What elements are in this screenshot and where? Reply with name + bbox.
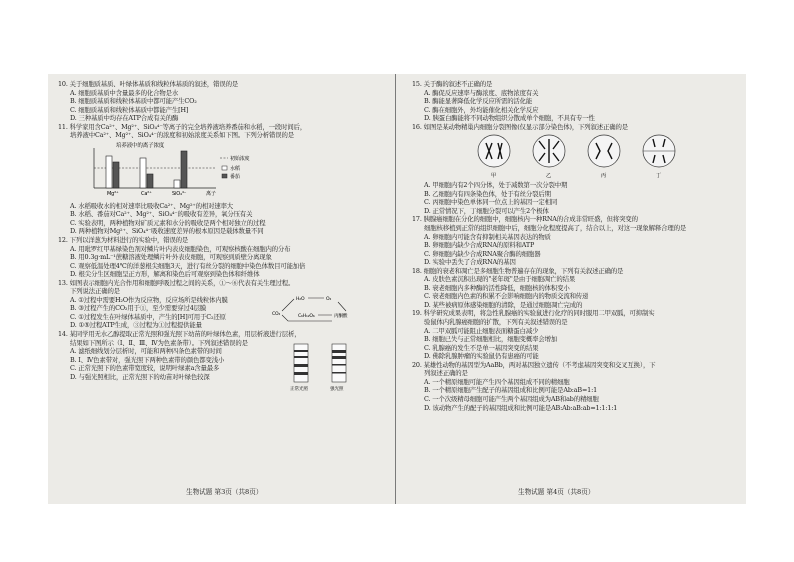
option: D. 某些被病原体感染细胞的清除，是通过细胞凋亡完成的 — [424, 300, 583, 309]
question-stem-continued: 列叙述正确的是 — [424, 369, 468, 378]
option: D. 实验中丢失了合成RNA的基因 — [424, 258, 516, 267]
bar-rice-si — [174, 180, 180, 188]
page-footer-left: 生物试题 第3页（共8页） — [186, 488, 263, 496]
tick-label-mg: Mg²⁺ — [107, 190, 119, 197]
option: D. ①⑤过程ATP生成，③过程为①过程提供能量 — [70, 321, 202, 330]
question-10 — [58, 80, 374, 123]
option: C. 丙细胞中染色单体同一位点上的基因一定相同 — [424, 198, 558, 207]
option: D. 胰蛋白酶能将不同动物组织分散成单个细胞，不具有专一性 — [424, 114, 595, 123]
option: B. 乙细胞内有四条染色体，处于有丝分裂后期 — [424, 189, 551, 198]
metabolism-diagram — [268, 293, 364, 333]
page-footer-right: 生物试题 第4页（共8页） — [518, 488, 595, 496]
option: D. 该动物产生的配子的基因组成和比例可能是AB:Ab:aB:ab=1:1:1:1 — [424, 403, 618, 412]
option: D. 两种植物对Mg²⁺、SiO₄⁴⁻吸收速度差异的根本原因是载体数量不同 — [70, 227, 264, 236]
question-stem: 18. 细胞的衰老和凋亡是多细胞生物普遍存在的现象，下列有关叙述正确的是 — [412, 266, 624, 275]
question-stem: 16. 如图是某动物精巢内细胞分裂图像(仅显示部分染色体)，下列叙述正确的是 — [412, 122, 628, 131]
option: C. 衰老细胞内色素的积累不会影响细胞内的物质交流和传递 — [424, 292, 589, 301]
legend-rice: 水稻 — [230, 165, 240, 172]
strip-label-normal: 正常光照 — [290, 387, 308, 393]
diagram-label-pyruvate: 丙酮酸 — [334, 313, 348, 319]
cell-ding — [643, 135, 675, 179]
option: C. 卵细胞内缺少合成RNA聚合酶的细胞器 — [424, 249, 541, 258]
question-stem: 14. 某同学用无水乙醇提取正常光照和强光照下幼苗的叶绿体色素，用层析液进行层析， — [58, 330, 301, 339]
chart-title: 培养液中的离子浓度 — [116, 142, 165, 149]
option: B. 卵细胞内缺少合成RNA的原料和ATP — [424, 241, 535, 250]
bar-rice-mg — [106, 156, 112, 188]
question-stem-continued: 验鼠体内乳腺癌细胞的扩散，下列有关叙述错误的是 — [424, 318, 568, 327]
option: B. 一个精原细胞产生配子的基因组成和比例可能是Ab:aB=1:1 — [424, 386, 598, 395]
option: C. 实验表明，两种植物对矿质元素和水分的吸收是两个相对独立的过程 — [70, 218, 266, 227]
option: B. 细胞已失与正常细胞相比，细胞变概率会增加 — [424, 335, 558, 344]
option: C. ①过程发生在叶绿体基质中，产生的[H]可用于C₂还原 — [70, 312, 226, 321]
diagram-label-co2: CO₂ — [272, 311, 281, 317]
question-stem-continued: 下列说法正确的是 — [70, 287, 120, 296]
question-stem-continued: 细胞核移植到正常的组织细胞中后，细胞分化程度提高了，结合以上，对这一现象解释合理的是 — [424, 224, 687, 233]
question-stem: 10. 关于细胞质基质、叶绿体基质和线粒体基质的叙述，错误的是 — [58, 80, 239, 88]
cell-yi — [533, 135, 565, 179]
tick-label-ca: Ca²⁺ — [141, 190, 152, 197]
option: B. Ⅰ、Ⅳ色素带对，强光照下两种色素带的颜色都变浅小 — [70, 355, 225, 364]
question-stem: 20. 某雄性动物的基因型为AaBb，两对基因独立遗传（不考虑基因突变和交叉互换），下 — [412, 360, 656, 369]
x-axis-label: 离子 — [206, 190, 216, 197]
option: A. 细胞质基质中含量最多的化合物是水 — [70, 88, 179, 97]
option: A. 滤纸细线划分层析时，可能和两种四条色素带的时间 — [70, 347, 222, 356]
bar-tomato-mg — [113, 162, 119, 188]
legend-tomato: 番茄 — [230, 173, 240, 180]
option: C. 细胞质基质和线粒体基质中都能产生[H] — [70, 105, 189, 114]
option: B. 衰老细胞内多种酶的活性降低，细胞核的体积变小 — [424, 283, 570, 292]
option: C. 正常光照下的色素带宽度较，说明叶绿素a含量最多 — [70, 364, 220, 373]
chromatography-strips — [284, 342, 364, 394]
question-stem-continued: 培养液中Ca²⁺、Mg²⁺、SiO₄⁴⁻的浓度和初始浓度关系如下图。下列分析错误的是 — [70, 131, 294, 140]
right-column — [412, 80, 728, 412]
question-19 — [412, 309, 728, 360]
option: A. 水稻吸收水的相对速率比吸收Ca²⁺、Mg²⁺的相对速率大 — [70, 201, 234, 210]
bar-tomato-ca — [147, 174, 153, 188]
diagram-label-o2: O₂ — [326, 296, 332, 302]
option: A. ①过程中需要H₂O作为反应物，反应场所是线粒体内膜 — [70, 295, 228, 304]
option: D. 佛除乳腺肿瘤的实验鼠仍有患癌的可能 — [424, 352, 539, 361]
cell-bing — [588, 135, 620, 179]
option: B. 水稻、番茄对Ca²⁺、Mg²⁺、SiO₄⁴⁻的吸收有差异，氧分压有关 — [70, 210, 253, 219]
option: C. 观察低温处理4℃的洋葱根尖细胞3天，进行有丝分裂的细胞中染色体数目可能加倍 — [70, 261, 306, 270]
option: A. 酶促反应速率与酶浓度、底物浓度有关 — [424, 88, 539, 97]
question-20 — [412, 361, 728, 412]
option: C. 酶在细胞外，外均能催化相关化学反应 — [424, 105, 539, 114]
tick-label-si: SiO₄⁴⁻ — [172, 190, 187, 197]
diagram-label-glucose: C₆H₁₂O₆ — [298, 313, 315, 319]
option: A. 一个精原细胞可能产生四个基因组成不同的精细胞 — [424, 377, 570, 386]
column-divider — [395, 74, 396, 504]
question-stem: 17. 胰腺癌细胞在分化的细胞中，细胞核内一种RNA的合成非常旺盛，但将突变的 — [412, 215, 638, 224]
question-stem: 19. 科学研究成果表明，将急性乳腺癌的实验鼠进行化疗的同时服用二甲双胍，可抑制实 — [412, 309, 655, 318]
question-stem: 11. 科学家用含Ca²⁺、Mg²⁺、SiO₄⁴⁻等离子的完全培养液培养番茄和水稻，一段时间后， — [58, 122, 307, 131]
option: A. 甲细胞内有2个四分体，处于减数第一次分裂中期 — [424, 181, 568, 190]
question-stem: 12. 下列以洋葱为材料进行的实验中，错误的是 — [58, 236, 189, 245]
cell-label: 丁 — [656, 173, 662, 180]
legend-initial: 初始浓度 — [230, 155, 250, 162]
option: A. 二甲双胍可能阻止细胞表面糖蛋白减少 — [424, 326, 539, 335]
strip-label-strong: 强光照 — [330, 387, 344, 393]
cell-label: 丙 — [601, 173, 607, 180]
bar-rice-ca — [140, 158, 146, 188]
option: D. 根尖分生区细胞呈正方形，解离和染色后可观察到染色体和纤维体 — [70, 270, 260, 279]
scanned-exam-page — [48, 74, 746, 504]
option: B. 用0.3g·mL⁻¹蔗糖溶液处理鳞片叶外表皮细胞，可观察到质壁分离现象 — [70, 253, 272, 262]
ion-concentration-chart — [70, 140, 374, 202]
option: A. 用吡罗红甲基绿染色剂对鳞片叶内表皮细胞染色，可观察核酸在细胞内的分布 — [70, 244, 291, 253]
option: D. 正常情况下，丁细胞分裂可以产生2个极体 — [424, 206, 549, 215]
question-17 — [412, 215, 728, 266]
cell-division-figures — [424, 131, 728, 181]
option: C. 乳腺癌的发生不是单一基因突变的结果 — [424, 343, 539, 352]
cell-jia — [478, 135, 510, 179]
left-column — [58, 80, 374, 393]
option: A. 卵细胞内可能含有抑制相关基因表达的物质 — [424, 232, 551, 241]
question-stem: 13. 如图表示细胞内光合作用和细胞呼吸过程之间的关系，①～⑥代表有关生理过程。 — [58, 278, 295, 287]
question-stem: 15. 关于酶的叙述不正确的是 — [412, 80, 493, 88]
cell-label: 乙 — [546, 173, 552, 180]
question-14 — [58, 330, 374, 393]
option: B. ③过程产生的CO₂用于①，至少需要穿过4层膜 — [70, 304, 207, 313]
question-16 — [412, 123, 728, 216]
option: C. 一个次级精母细胞可能产生两个基因组成为AB和ab的精细胞 — [424, 394, 599, 403]
question-18 — [412, 267, 728, 310]
diagram-label-h2o-top: H₂O — [296, 296, 305, 302]
cell-label: 甲 — [491, 173, 497, 180]
question-stem-continued: 结果如下图所示（Ⅰ、Ⅱ、Ⅲ、Ⅳ为色素条带）。下列叙述错误的是 — [70, 338, 248, 347]
question-13 — [58, 279, 374, 330]
option: D. 与强光照相比，正常光照下的幼苗对叶绿色较深 — [70, 372, 210, 381]
option: B. 细胞质基质和线粒体基质中都可能产生CO₂ — [70, 97, 197, 106]
question-11 — [58, 123, 374, 236]
option: A. 皮肤色素沉积出现的"老年斑"是由于细胞凋亡的结果 — [424, 275, 576, 284]
option: B. 酶能显著降低化学反应所需的活化能 — [424, 97, 533, 106]
question-12 — [58, 236, 374, 279]
option: D. 三种基质中均存在ATP合成有关的酶 — [70, 114, 179, 123]
bar-tomato-si — [181, 151, 187, 188]
question-15 — [412, 80, 728, 123]
